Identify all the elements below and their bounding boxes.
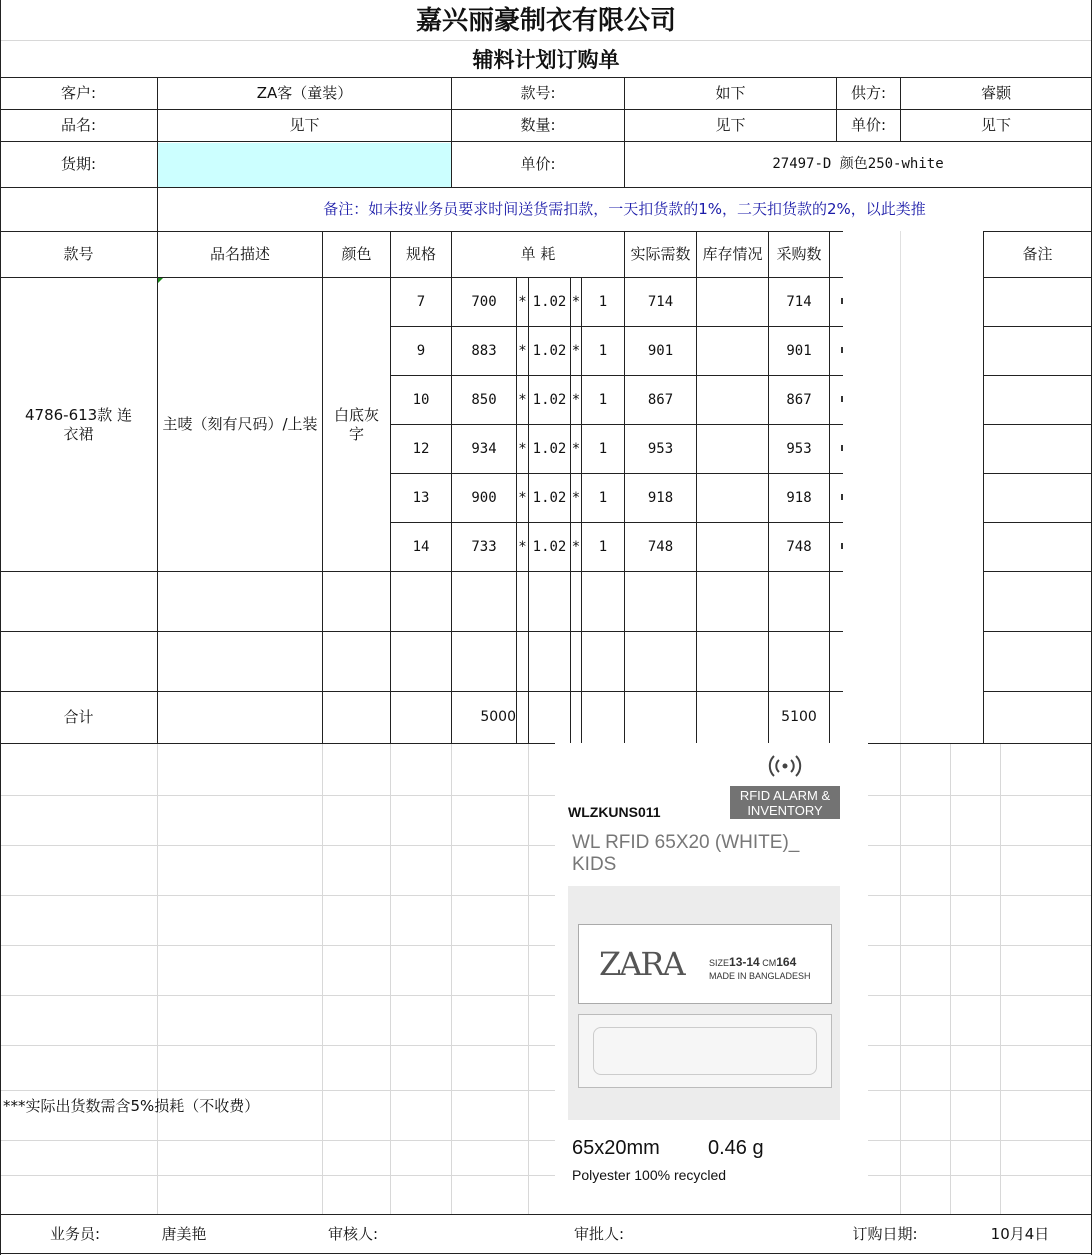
row-2-u: 1	[598, 342, 608, 359]
description-cell: 主唛（刻有尺码）/上装	[162, 415, 318, 433]
row-1-m2: *	[571, 293, 581, 310]
row-4-f: 1.02	[532, 440, 567, 457]
label-weight: 0.46 g	[708, 1137, 764, 1159]
label-name-line1: WL RFID 65X20 (WHITE)_	[572, 832, 800, 853]
salesperson-value: 唐美艳	[161, 1224, 207, 1243]
row-6-purchase: 748	[786, 538, 812, 555]
header-actual: 实际需数	[630, 245, 691, 263]
rfid-badge	[730, 786, 840, 819]
row-3-size: 10	[412, 391, 430, 408]
printed-tag	[578, 924, 832, 1004]
delivery-label: 货期:	[60, 155, 97, 173]
row-1-qty: 700	[471, 293, 497, 310]
row-6-actual: 748	[647, 538, 674, 555]
salesperson-label: 业务员:	[49, 1224, 101, 1243]
tag-preview	[568, 886, 840, 1120]
label-code: WLZKUNS011	[568, 804, 661, 820]
cell-marker-icon	[158, 278, 163, 283]
brand-logo: ZARA	[599, 945, 684, 983]
order-date-value: 10月4日	[990, 1224, 1050, 1243]
customer-value: ZA客（童装）	[256, 84, 353, 102]
size-value: 13-14	[729, 955, 760, 969]
cm-value: 164	[776, 955, 797, 969]
made-in: MADE IN BANGLADESH	[709, 971, 811, 981]
total-qty: 5000	[480, 709, 516, 725]
row-5-f: 1.02	[532, 489, 567, 506]
row-2-m1: *	[518, 342, 527, 359]
delivery-field[interactable]	[158, 143, 451, 187]
row-3-actual: 867	[647, 391, 674, 408]
label-name-line2: KIDS	[572, 854, 617, 875]
customer-label: 客户:	[60, 84, 97, 102]
row-4-actual: 953	[647, 440, 674, 457]
header-color: 颜色	[341, 245, 372, 263]
unit-price2-value: 27497-D 颜色250-white	[772, 156, 944, 172]
row-5-m2: *	[571, 489, 581, 506]
footnote: ***实际出货数需含5%损耗（不收费）	[3, 1097, 260, 1115]
row-2-actual: 901	[647, 342, 674, 359]
row-5-actual: 918	[647, 489, 674, 506]
header-consumption: 单 耗	[520, 245, 556, 263]
row-3-purchase: 867	[786, 391, 812, 408]
product-label: 品名:	[60, 116, 97, 134]
row-4-qty: 934	[471, 440, 497, 457]
row-2-size: 9	[416, 342, 426, 359]
product-value: 见下	[289, 116, 320, 134]
cm-prefix: CM	[762, 958, 777, 968]
size-line	[709, 955, 796, 969]
row-1-u: 1	[598, 293, 608, 310]
row-5-size: 13	[412, 489, 430, 506]
style-no-label: 款号:	[520, 84, 556, 102]
header-purchase: 采购数	[776, 245, 822, 263]
size-prefix: SIZE	[709, 958, 730, 968]
total-purchase: 5100	[781, 709, 817, 725]
row-6-qty: 733	[471, 538, 497, 555]
row-3-qty: 850	[471, 391, 497, 408]
supplier-label: 供方:	[850, 84, 887, 102]
badge-line1: RFID ALARM &	[739, 788, 831, 803]
row-5-u: 1	[598, 489, 608, 506]
row-2-qty: 883	[471, 342, 497, 359]
row-3-m2: *	[571, 391, 581, 408]
badge-line2: INVENTORY	[747, 803, 823, 818]
row-4-size: 12	[412, 440, 430, 457]
rfid-inlay	[578, 1014, 832, 1088]
row-6-size: 14	[412, 538, 430, 555]
unit-price2-label: 单价:	[520, 155, 556, 173]
approver-label: 审批人:	[573, 1224, 625, 1243]
antenna-outline-icon	[593, 1027, 817, 1075]
row-4-m2: *	[571, 440, 581, 457]
row-5-qty: 900	[471, 489, 497, 506]
header-remark: 备注	[1022, 245, 1053, 263]
total-label: 合计	[63, 708, 94, 726]
unit-price-value: 见下	[980, 116, 1011, 134]
remark-note: 备注：如未按业务员要求时间送货需扣款，一天扣货款的1%，二天扣货款的2%，以此类推	[323, 200, 926, 218]
blank-column-area	[843, 231, 983, 743]
form-title: 辅料计划订购单	[472, 47, 620, 72]
qty-label: 数量:	[520, 116, 556, 134]
company-title: 嘉兴丽豪制衣有限公司	[415, 6, 676, 36]
label-name	[572, 832, 799, 876]
row-1-f: 1.02	[532, 293, 567, 310]
label-material: Polyester 100% recycled	[572, 1167, 727, 1183]
row-5-m1: *	[518, 489, 527, 506]
row-5-purchase: 918	[786, 489, 812, 506]
rfid-signal-icon	[765, 752, 805, 782]
style-cell: 4786-613款 连衣裙	[25, 405, 132, 443]
row-1-actual: 714	[647, 293, 674, 310]
row-6-m2: *	[571, 538, 581, 555]
row-6-u: 1	[598, 538, 608, 555]
label-dimensions: 65x20mm	[572, 1137, 660, 1159]
row-3-m1: *	[518, 391, 527, 408]
order-date-label: 订购日期:	[852, 1224, 918, 1243]
row-4-m1: *	[518, 440, 527, 457]
header-description: 品名描述	[209, 245, 270, 263]
style-no-value: 如下	[715, 84, 746, 102]
row-3-f: 1.02	[532, 391, 567, 408]
header-size: 规格	[405, 245, 436, 263]
header-style-no: 款号	[63, 245, 94, 263]
row-6-f: 1.02	[532, 538, 567, 555]
qty-value: 见下	[715, 116, 746, 134]
row-4-u: 1	[598, 440, 608, 457]
reviewer-label: 审核人:	[327, 1224, 379, 1243]
row-6-m1: *	[518, 538, 527, 555]
unit-price-label: 单价:	[850, 116, 887, 134]
row-2-m2: *	[571, 342, 581, 359]
row-1-size: 7	[416, 293, 426, 310]
row-1-m1: *	[518, 293, 527, 310]
row-2-f: 1.02	[532, 342, 567, 359]
header-stock: 库存情况	[702, 245, 763, 263]
row-1-purchase: 714	[786, 293, 812, 310]
supplier-value: 睿颢	[980, 84, 1011, 102]
row-3-u: 1	[598, 391, 608, 408]
row-2-purchase: 901	[786, 342, 812, 359]
row-4-purchase: 953	[786, 440, 812, 457]
color-cell: 白底灰字	[333, 405, 379, 443]
